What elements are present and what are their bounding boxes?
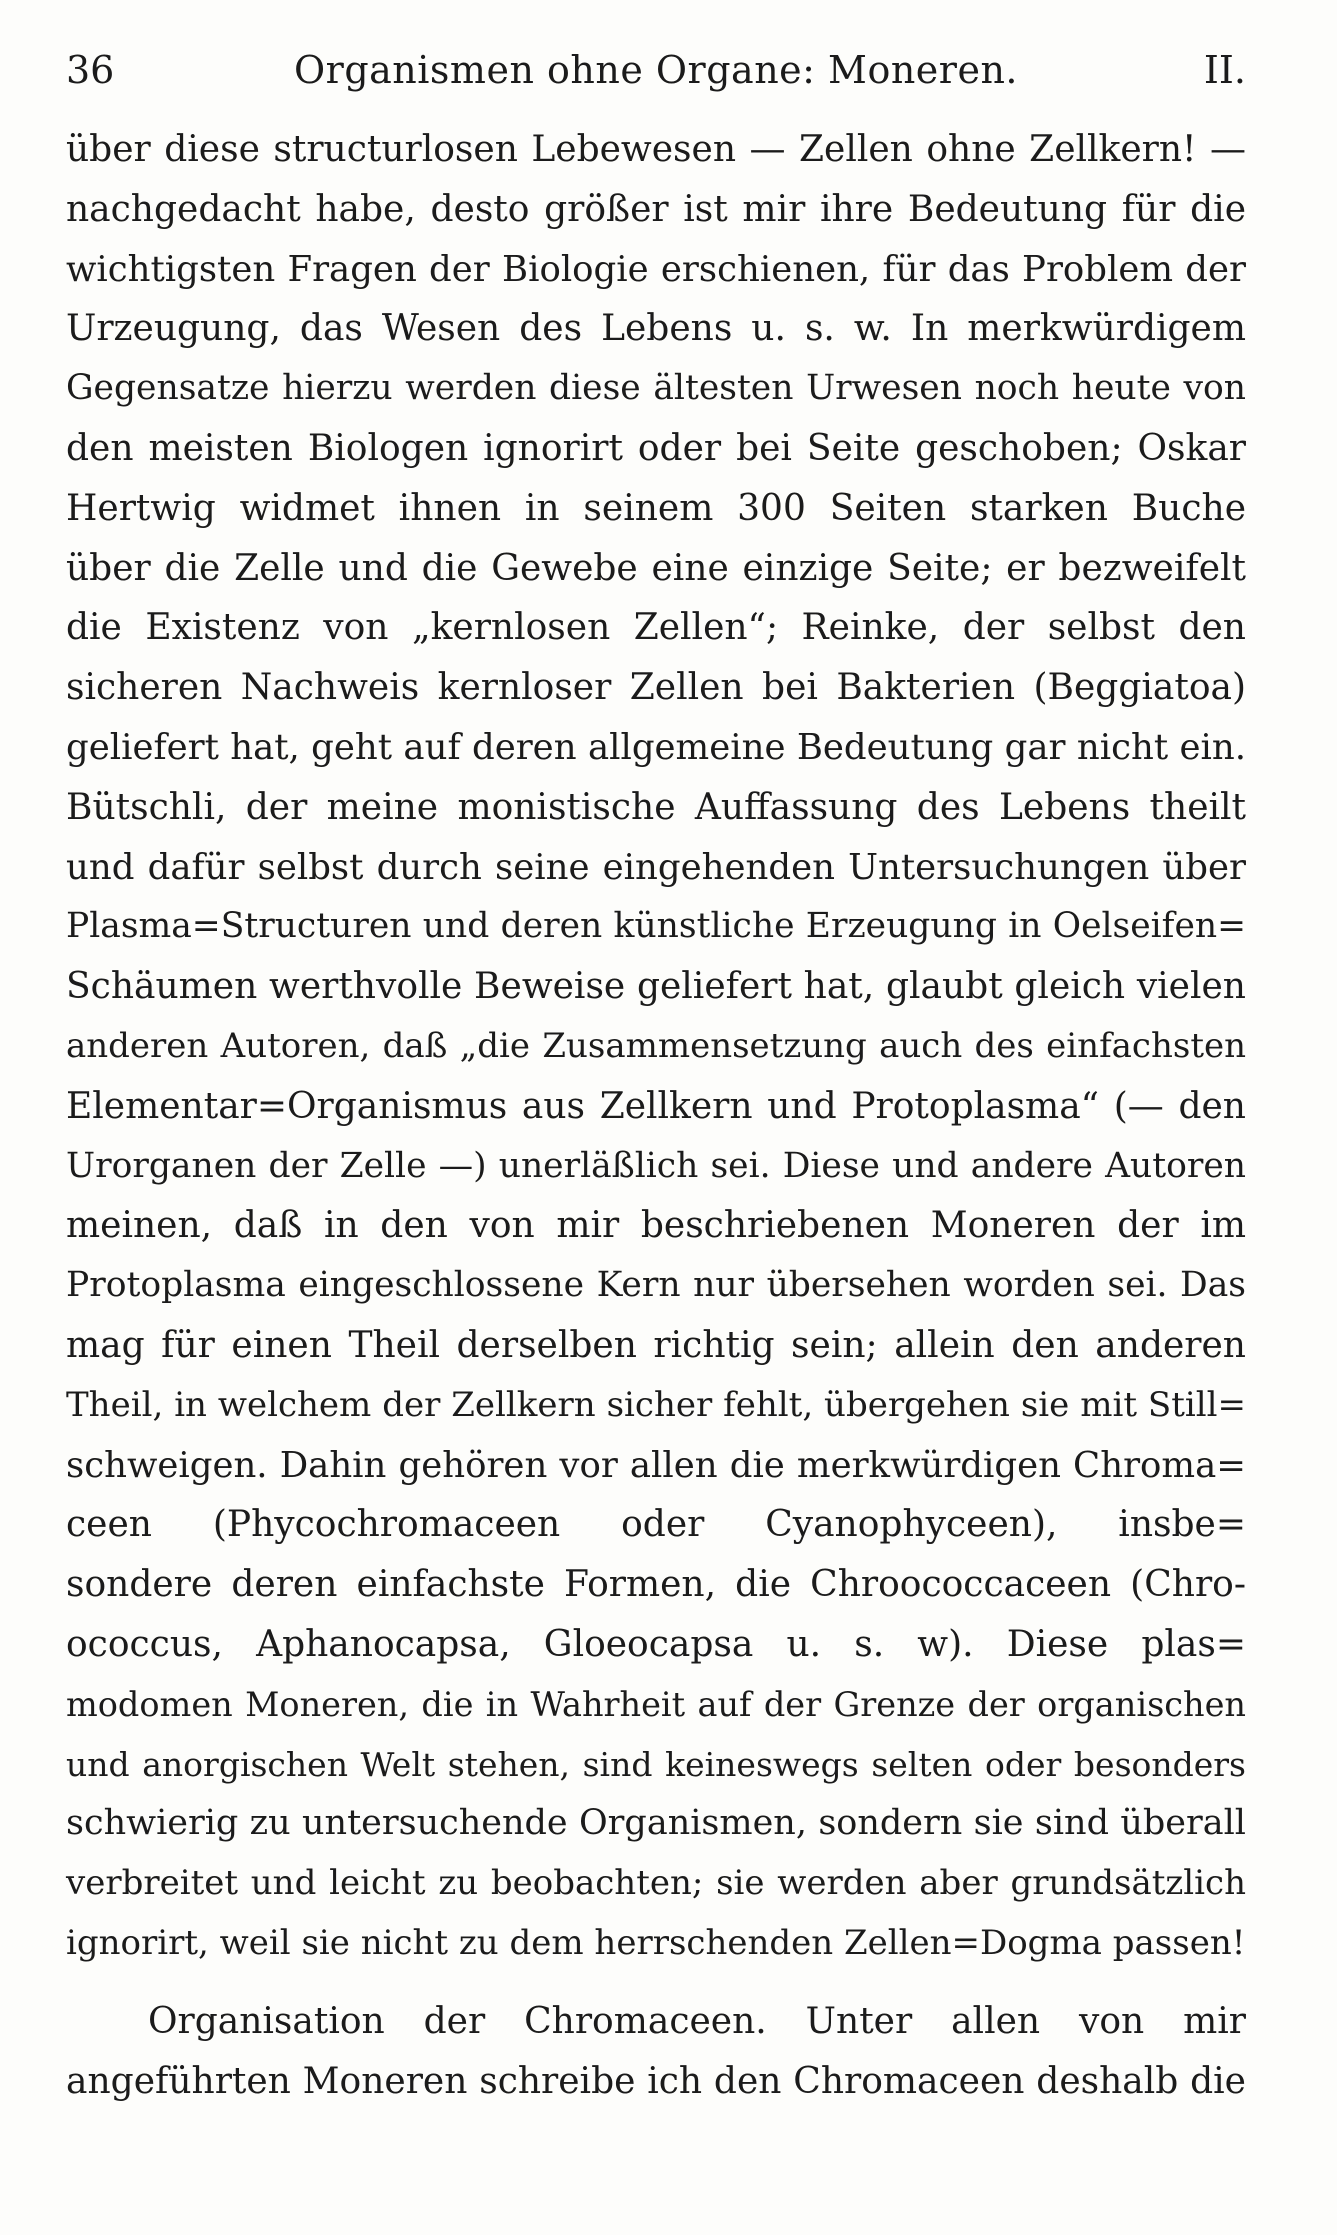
page-header [66,28,1246,112]
text-line: schweigen. Dahin gehören vor allen die merkwürdigen Chroma= [66,1444,1246,1486]
text-line: Hertwig widmet ihnen in seinem 300 Seiten starken Buche [66,487,1246,529]
text-line: mag für einen Theil derselben richtig sein; allein den anderen [66,1324,1246,1366]
text-line: Bütschli, der meine monistische Auffassung des Lebens theilt [66,786,1246,828]
text-line: schwierig zu untersuchende Organismen, sondern sie sind überall [66,1803,1246,1844]
body-text [66,120,1246,2111]
text-line: wichtigsten Fragen der Biologie erschienen, für das Problem der [66,248,1246,290]
text-line: ignorirt, weil sie nicht zu dem herrschenden Zellen=Dogma passen! [66,1922,1246,1963]
text-line: verbreitet und leicht zu beobachten; sie werden aber grundsätzlich [66,1863,1246,1904]
text-line: über diese structurlosen Lebewesen — Zellen ohne Zellkern! — [66,129,1246,170]
text-line: Schäumen werthvolle Beweise geliefert hat, glaubt gleich vielen [66,966,1246,1008]
text-line: Theil, in welchem der Zellkern sicher fehlt, übergehen sie mit Still= [66,1384,1246,1425]
running-title: Organismen ohne Organe: Moneren. [294,48,1018,92]
text-line: die Existenz von „kernlosen Zellen“; Reinke, der selbst den [66,607,1246,649]
text-line: Gegensatze hierzu werden diese ältesten Urwesen noch heute von [66,368,1246,409]
book-page [66,28,1246,2208]
page-number: 36 [66,48,115,92]
text-line: Urzeugung, das Wesen des Lebens u. s. w. In merkwürdigem [66,308,1246,350]
text-line: Plasma=Structuren und deren künstliche Erzeugung in Oelseifen= [66,906,1246,947]
text-line: geliefert hat, geht auf deren allgemeine Bedeutung gar nicht ein. [66,726,1246,768]
text-line: Organisation der Chromaceen. Unter allen von mir [148,2000,1246,2042]
text-line: Protoplasma eingeschlossene Kern nur übersehen worden sei. Das [66,1265,1246,1306]
text-line: ococcus, Aphanocapsa, Gloeocapsa u. s. w). Diese plas= [66,1623,1246,1665]
text-line: Urorganen der Zelle —) unerläßlich sei. Diese und andere Autoren [66,1145,1246,1186]
text-line: angeführten Moneren schreibe ich den Chromaceen deshalb die [66,2060,1246,2102]
text-line: nachgedacht habe, desto größer ist mir ihre Bedeutung für die [66,188,1246,230]
text-line: sondere deren einfachste Formen, die Chroococcaceen (Chro- [66,1564,1246,1606]
text-line: sicheren Nachweis kernloser Zellen bei Bakterien (Beggiatoa) [66,667,1246,709]
text-line: und anorgischen Welt stehen, sind keineswegs selten oder besonders [66,1744,1246,1784]
text-line: und dafür selbst durch seine eingehenden Untersuchungen über [66,846,1246,888]
text-line: anderen Autoren, daß „die Zusammensetzung auch des einfachsten [66,1025,1246,1066]
text-line: über die Zelle und die Gewebe eine einzige Seite; er bezweifelt [66,547,1246,589]
text-line: meinen, daß in den von mir beschriebenen Moneren der im [66,1205,1246,1247]
text-line: Elementar=Organismus aus Zellkern und Protoplasma“ (— den [66,1085,1246,1127]
text-line: den meisten Biologen ignorirt oder bei Seite geschoben; Oskar [66,427,1246,469]
text-line: ceen (Phycochromaceen oder Cyanophyceen), insbe= [66,1504,1246,1546]
text-line: modomen Moneren, die in Wahrheit auf der Grenze der organischen [66,1684,1246,1724]
paragraph [66,120,1246,1974]
paragraph [66,1992,1246,2112]
chapter-number: II. [1203,48,1246,92]
